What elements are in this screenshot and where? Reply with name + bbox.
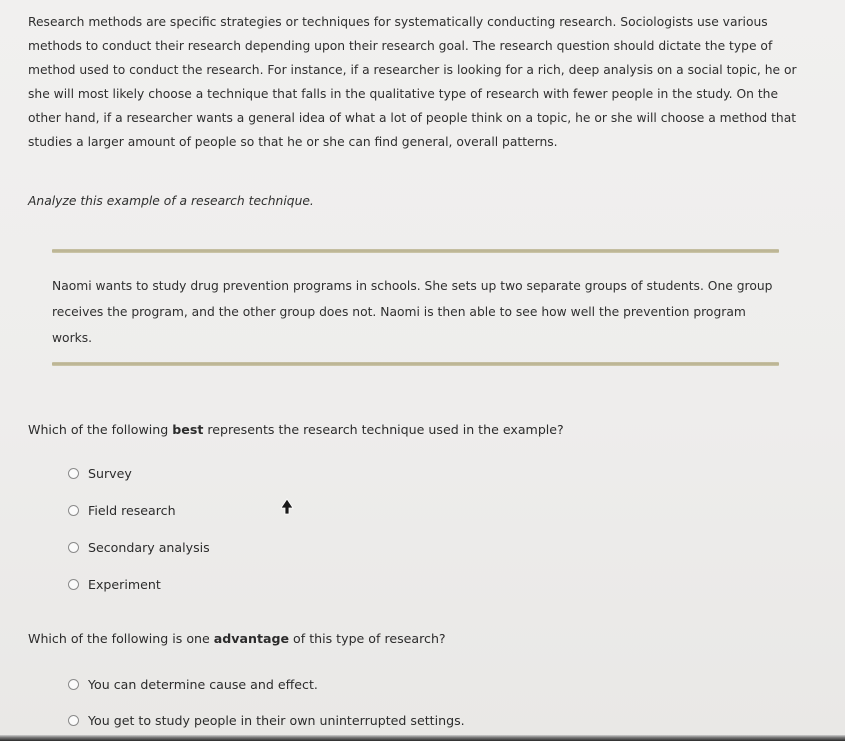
option-secondary-analysis[interactable] xyxy=(68,540,210,555)
screen-bottom-edge xyxy=(0,735,845,741)
example-line: Naomi wants to study drug prevention programs in schools. She sets up two separate groups of students. One group xyxy=(52,279,773,293)
question-2-after: of this type of research? xyxy=(289,631,446,646)
question-1-bold: best xyxy=(172,422,204,437)
radio-unselected-icon[interactable] xyxy=(68,715,79,726)
example-top-divider xyxy=(52,249,779,253)
option-label: Experiment xyxy=(88,577,161,592)
intro-line: Research methods are specific strategies or techniques for systematically conducting research. Sociologists use various xyxy=(28,15,768,29)
option-label: You get to study people in their own uninterrupted settings. xyxy=(88,713,465,728)
intro-line: method used to conduct the research. For instance, if a researcher is looking for a rich, deep analysis on a social topic, he or xyxy=(28,63,797,77)
radio-unselected-icon[interactable] xyxy=(68,505,79,516)
option-experiment[interactable] xyxy=(68,577,161,592)
intro-line: she will most likely choose a technique that falls in the qualitative type of research with fewer people in the study. On the xyxy=(28,87,779,101)
radio-unselected-icon[interactable] xyxy=(68,579,79,590)
intro-line: studies a larger amount of people so that he or she can find general, overall patterns. xyxy=(28,135,558,149)
example-bottom-divider xyxy=(52,362,779,366)
question-2-text xyxy=(28,631,446,646)
question-2-before: Which of the following is one xyxy=(28,631,214,646)
option-cause-and-effect[interactable] xyxy=(68,677,318,692)
option-label: You can determine cause and effect. xyxy=(88,677,318,692)
example-line: receives the program, and the other group does not. Naomi is then able to see how well the prevention program xyxy=(52,305,746,319)
analyze-prompt: Analyze this example of a research technique. xyxy=(28,194,314,208)
option-label: Field research xyxy=(88,503,176,518)
intro-line: other hand, if a researcher wants a general idea of what a lot of people think on a topic, he or she will choose a method that xyxy=(28,111,797,125)
option-label: Survey xyxy=(88,466,132,481)
radio-unselected-icon[interactable] xyxy=(68,542,79,553)
radio-unselected-icon[interactable] xyxy=(68,679,79,690)
option-uninterrupted-settings[interactable] xyxy=(68,713,465,728)
radio-unselected-icon[interactable] xyxy=(68,468,79,479)
option-survey[interactable] xyxy=(68,466,132,481)
question-1-after: represents the research technique used in the example? xyxy=(203,422,564,437)
example-line: works. xyxy=(52,331,93,345)
example-passage xyxy=(52,273,782,351)
option-field-research[interactable] xyxy=(68,503,176,518)
question-1-text xyxy=(28,422,564,437)
option-label: Secondary analysis xyxy=(88,540,210,555)
mouse-pointer-icon xyxy=(279,498,295,516)
question-1-before: Which of the following xyxy=(28,422,173,437)
intro-paragraph xyxy=(28,10,803,154)
intro-line: methods to conduct their research depending upon their research goal. The research question should dictate the type of xyxy=(28,39,773,53)
question-2-bold: advantage xyxy=(213,631,290,646)
